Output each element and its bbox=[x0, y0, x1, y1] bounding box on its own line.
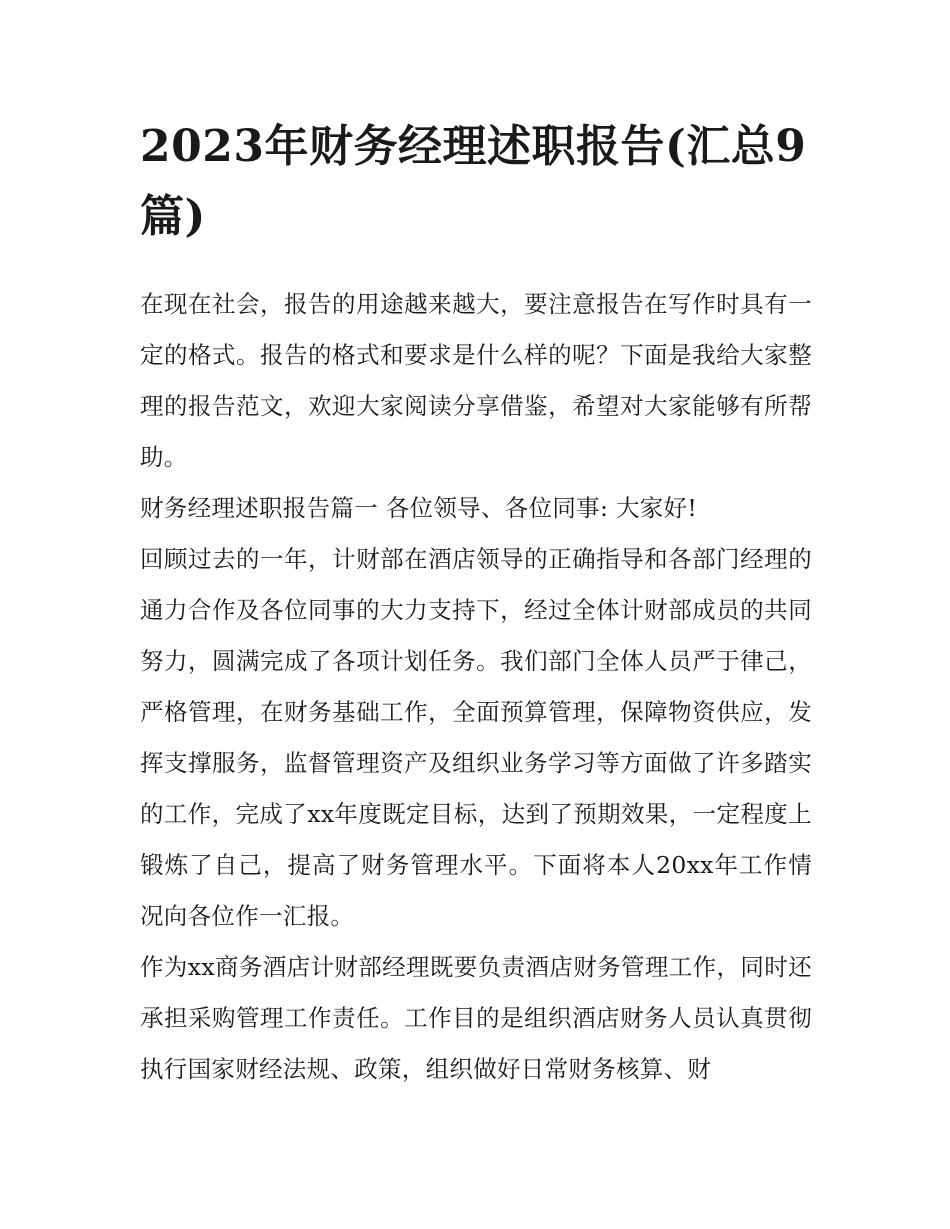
document-body bbox=[140, 112, 812, 1095]
paragraph-review: 回顾过去的一年，计财部在酒店领导的正确指导和各部门经理的通力合作及各位同事的大力支持下，经过全体计财部成员的共同努力，圆满完成了各项计划任务。我们部门全体人员严于律己，严格管理，在财务基础工作，全面预算管理，保障物资供应，发挥支撑服务，监督管理资产及组织业务学习等方面做了许多踏实的工作，完成了xx年度既定目标，达到了预期效果，一定程度上锻炼了自己，提高了财务管理水平。下面将本人20xx年工作情况向各位作一汇报。 bbox=[140, 545, 812, 930]
paragraph-role: 作为xx商务酒店计财部经理既要负责酒店财务管理工作，同时还承担采购管理工作责任。工作目的是组织酒店财务人员认真贯彻执行国家财经法规、政策，组织做好日常财务核算、财 bbox=[140, 953, 812, 1083]
paragraph-greeting: 财务经理述职报告篇一 各位领导、各位同事: 大家好! bbox=[140, 494, 698, 522]
document-title: 2023年财务经理述职报告(汇总9篇) bbox=[140, 121, 807, 242]
paragraph-intro: 在现在社会，报告的用途越来越大，要注意报告在写作时具有一定的格式。报告的格式和要求是什么样的呢？下面是我给大家整理的报告范文，欢迎大家阅读分享借鉴，希望对大家能够有所帮助。 bbox=[140, 290, 812, 471]
